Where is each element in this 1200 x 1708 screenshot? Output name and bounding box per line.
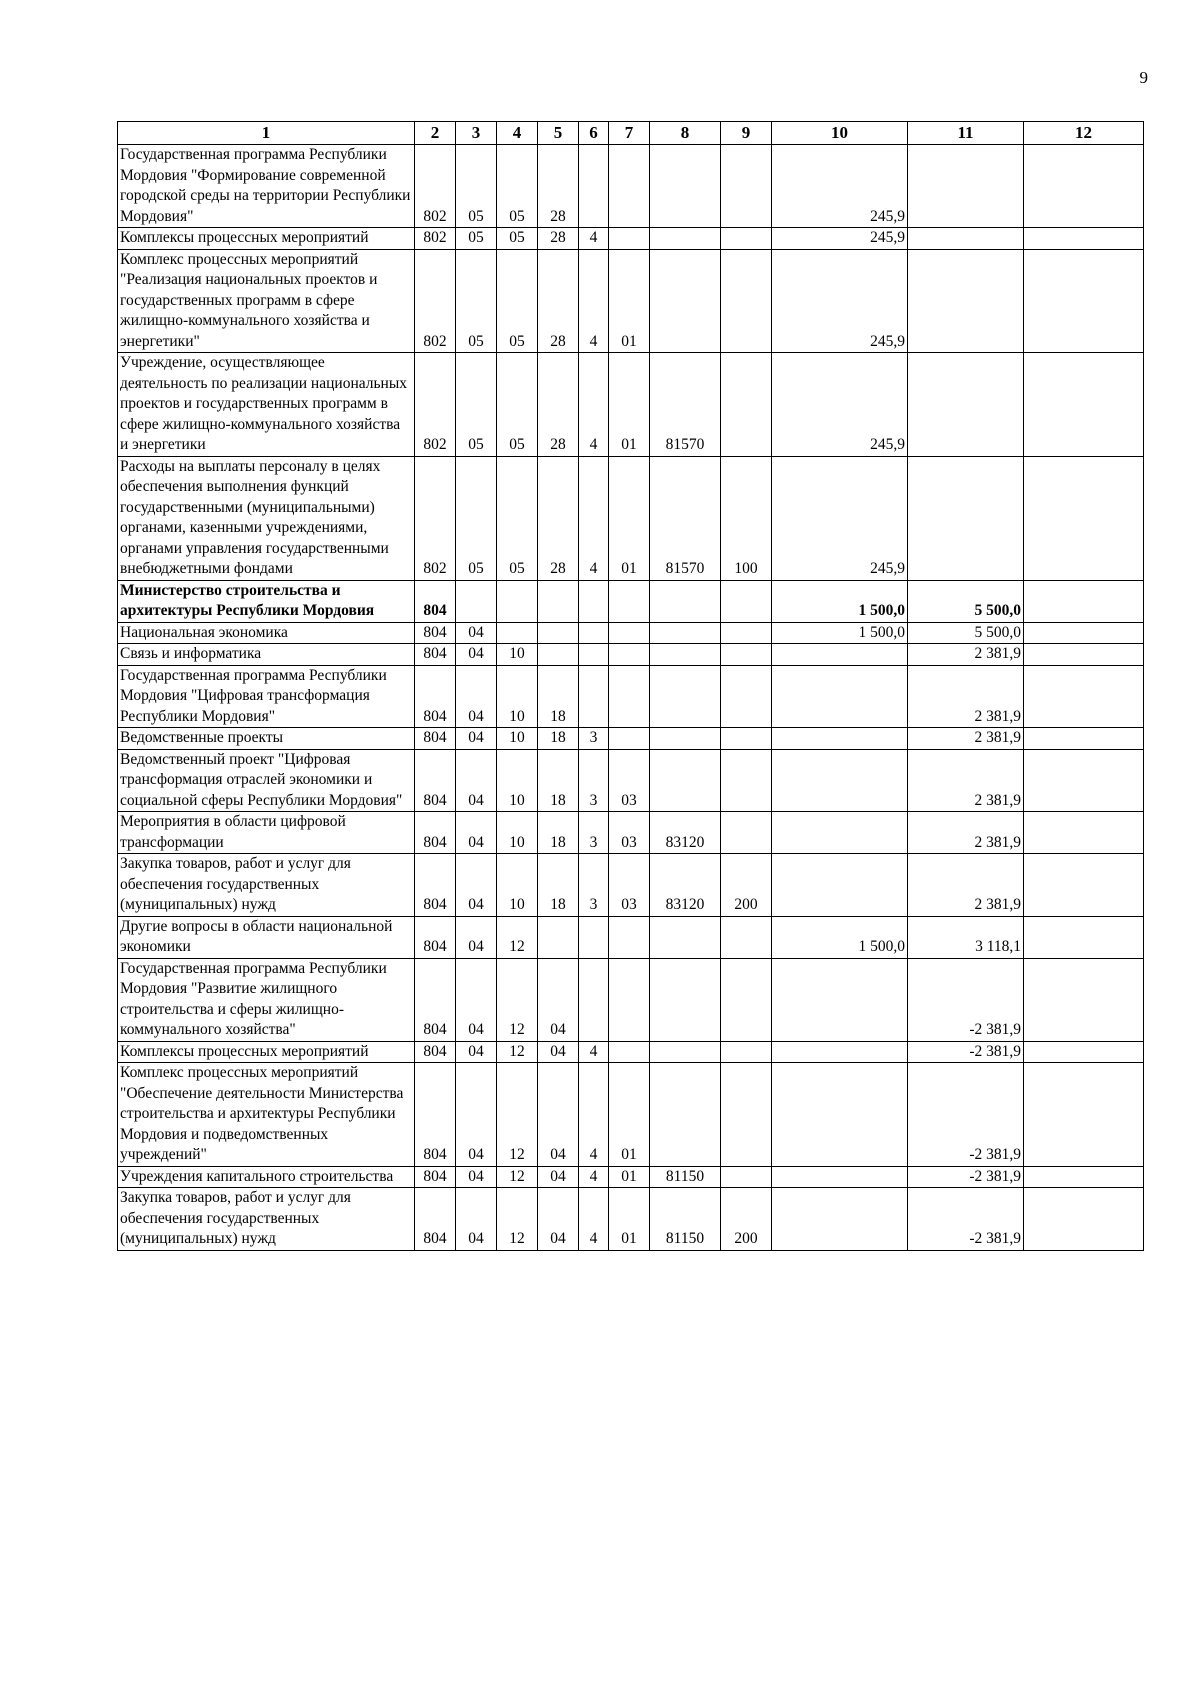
cell-col6: 4: [579, 228, 609, 250]
cell-col12: [1024, 622, 1144, 644]
cell-col7: [609, 665, 650, 728]
cell-col4: 10: [497, 854, 538, 917]
cell-col7: 03: [609, 812, 650, 854]
cell-col2: 804: [415, 916, 456, 958]
cell-col11: -2 381,9: [908, 958, 1024, 1041]
cell-col2: 802: [415, 456, 456, 580]
cell-col10: 245,9: [772, 456, 908, 580]
table-row: [118, 580, 1144, 622]
cell-col5: 28: [538, 228, 579, 250]
column-header: 5: [538, 122, 579, 145]
column-header: 11: [908, 122, 1024, 145]
cell-col5: 28: [538, 145, 579, 228]
cell-col11: 2 381,9: [908, 854, 1024, 917]
cell-col6: 4: [579, 353, 609, 457]
row-name: Расходы на выплаты персоналу в целях обеспечения выполнения функций государственными (муниципальными) органами, казенными учреждениями, органами управления государственными внебюджетными фондами: [118, 456, 415, 580]
row-name: Ведомственный проект "Цифровая трансформация отраслей экономики и социальной сферы Республики Мордовия": [118, 749, 415, 812]
cell-col5: 04: [538, 1188, 579, 1251]
cell-col6: 3: [579, 812, 609, 854]
cell-col4: 10: [497, 812, 538, 854]
cell-col4: 05: [497, 249, 538, 353]
cell-col4: 05: [497, 145, 538, 228]
cell-col4: 05: [497, 353, 538, 457]
row-name: Учреждение, осуществляющее деятельность по реализации национальных проектов и государственных программ в сфере жилищно-коммунального хозяйства и энергетики: [118, 353, 415, 457]
cell-col8: [650, 580, 721, 622]
cell-col7: 01: [609, 456, 650, 580]
row-name: Комплексы процессных мероприятий: [118, 1041, 415, 1063]
cell-col3: 04: [456, 958, 497, 1041]
cell-col6: 4: [579, 456, 609, 580]
table-row: [118, 644, 1144, 666]
cell-col12: [1024, 644, 1144, 666]
cell-col4: 05: [497, 228, 538, 250]
cell-col9: [721, 1063, 772, 1167]
cell-col5: 18: [538, 749, 579, 812]
cell-col3: 04: [456, 749, 497, 812]
cell-col10: [772, 728, 908, 750]
cell-col8: [650, 644, 721, 666]
cell-col9: [721, 145, 772, 228]
row-name: Государственная программа Республики Мордовия "Развитие жилищного строительства и сферы жилищно-коммунального хозяйства": [118, 958, 415, 1041]
column-header: 4: [497, 122, 538, 145]
cell-col3: 04: [456, 665, 497, 728]
cell-col5: 04: [538, 1166, 579, 1188]
cell-col11: 5 500,0: [908, 580, 1024, 622]
cell-col6: [579, 958, 609, 1041]
cell-col11: 2 381,9: [908, 644, 1024, 666]
cell-col2: 804: [415, 622, 456, 644]
cell-col4: [497, 622, 538, 644]
cell-col7: [609, 1041, 650, 1063]
table-body: [118, 145, 1144, 1251]
cell-col6: 4: [579, 1063, 609, 1167]
cell-col7: [609, 228, 650, 250]
cell-col2: 804: [415, 1063, 456, 1167]
cell-col2: 804: [415, 728, 456, 750]
cell-col5: 04: [538, 1063, 579, 1167]
cell-col9: [721, 1166, 772, 1188]
cell-col3: 05: [456, 249, 497, 353]
cell-col8: 83120: [650, 854, 721, 917]
cell-col9: [721, 665, 772, 728]
cell-col3: 05: [456, 145, 497, 228]
table-row: [118, 916, 1144, 958]
cell-col9: 100: [721, 456, 772, 580]
cell-col6: 3: [579, 854, 609, 917]
cell-col3: 04: [456, 1063, 497, 1167]
cell-col7: [609, 580, 650, 622]
cell-col8: [650, 665, 721, 728]
cell-col8: [650, 1063, 721, 1167]
cell-col10: 1 500,0: [772, 580, 908, 622]
cell-col8: [650, 228, 721, 250]
cell-col4: 10: [497, 728, 538, 750]
cell-col3: [456, 580, 497, 622]
cell-col7: 01: [609, 249, 650, 353]
cell-col5: 04: [538, 958, 579, 1041]
cell-col11: [908, 353, 1024, 457]
cell-col6: 3: [579, 728, 609, 750]
cell-col4: 12: [497, 916, 538, 958]
cell-col5: [538, 580, 579, 622]
cell-col9: [721, 812, 772, 854]
cell-col11: 2 381,9: [908, 812, 1024, 854]
cell-col2: 804: [415, 1041, 456, 1063]
cell-col2: 804: [415, 812, 456, 854]
cell-col6: [579, 580, 609, 622]
row-name: Министерство строительства и архитектуры Республики Мордовия: [118, 580, 415, 622]
cell-col11: [908, 249, 1024, 353]
cell-col4: 12: [497, 1166, 538, 1188]
cell-col12: [1024, 1166, 1144, 1188]
table-row: [118, 145, 1144, 228]
cell-col8: [650, 749, 721, 812]
cell-col5: 28: [538, 353, 579, 457]
cell-col11: 2 381,9: [908, 728, 1024, 750]
table-row: [118, 1041, 1144, 1063]
cell-col9: [721, 249, 772, 353]
cell-col11: [908, 456, 1024, 580]
cell-col3: 04: [456, 1188, 497, 1251]
column-header: 2: [415, 122, 456, 145]
cell-col12: [1024, 456, 1144, 580]
cell-col6: 4: [579, 1041, 609, 1063]
cell-col12: [1024, 1063, 1144, 1167]
cell-col11: -2 381,9: [908, 1063, 1024, 1167]
cell-col8: [650, 622, 721, 644]
cell-col7: 01: [609, 1188, 650, 1251]
header-row: [118, 122, 1144, 145]
cell-col7: 03: [609, 749, 650, 812]
table-row: [118, 728, 1144, 750]
table-row: [118, 1166, 1144, 1188]
cell-col3: 05: [456, 456, 497, 580]
cell-col5: 04: [538, 1041, 579, 1063]
cell-col10: [772, 749, 908, 812]
cell-col4: 10: [497, 665, 538, 728]
cell-col6: [579, 665, 609, 728]
cell-col4: 05: [497, 456, 538, 580]
cell-col9: [721, 916, 772, 958]
cell-col9: [721, 580, 772, 622]
cell-col6: 4: [579, 249, 609, 353]
cell-col9: [721, 958, 772, 1041]
cell-col11: -2 381,9: [908, 1188, 1024, 1251]
cell-col11: 2 381,9: [908, 665, 1024, 728]
cell-col9: [721, 622, 772, 644]
cell-col10: [772, 1166, 908, 1188]
cell-col10: 245,9: [772, 228, 908, 250]
cell-col11: -2 381,9: [908, 1166, 1024, 1188]
row-name: Комплексы процессных мероприятий: [118, 228, 415, 250]
cell-col2: 804: [415, 749, 456, 812]
cell-col3: 04: [456, 1041, 497, 1063]
cell-col9: [721, 353, 772, 457]
column-header: 10: [772, 122, 908, 145]
row-name: Закупка товаров, работ и услуг для обеспечения государственных (муниципальных) нужд: [118, 854, 415, 917]
cell-col5: 18: [538, 854, 579, 917]
cell-col11: [908, 228, 1024, 250]
cell-col2: 804: [415, 854, 456, 917]
cell-col8: [650, 916, 721, 958]
cell-col12: [1024, 916, 1144, 958]
cell-col12: [1024, 854, 1144, 917]
cell-col8: [650, 958, 721, 1041]
cell-col4: 12: [497, 1188, 538, 1251]
cell-col11: 3 118,1: [908, 916, 1024, 958]
cell-col2: 804: [415, 644, 456, 666]
row-name: Государственная программа Республики Мордовия "Цифровая трансформация Республики Мордовия": [118, 665, 415, 728]
cell-col6: 3: [579, 749, 609, 812]
cell-col2: 804: [415, 580, 456, 622]
cell-col9: [721, 644, 772, 666]
cell-col8: [650, 249, 721, 353]
cell-col10: 1 500,0: [772, 916, 908, 958]
cell-col5: 18: [538, 728, 579, 750]
cell-col3: 04: [456, 728, 497, 750]
cell-col10: 245,9: [772, 145, 908, 228]
cell-col2: 802: [415, 145, 456, 228]
row-name: Комплекс процессных мероприятий "Обеспечение деятельности Министерства строительства и архитектуры Республики Мордовия и подведомственных учреждений": [118, 1063, 415, 1167]
cell-col8: 81570: [650, 353, 721, 457]
row-name: Комплекс процессных мероприятий "Реализация национальных проектов и государственных программ в сфере жилищно-коммунального хозяйства и энергетики": [118, 249, 415, 353]
cell-col3: 04: [456, 1166, 497, 1188]
cell-col10: 1 500,0: [772, 622, 908, 644]
cell-col3: 04: [456, 916, 497, 958]
table-row: [118, 665, 1144, 728]
cell-col2: 804: [415, 958, 456, 1041]
cell-col5: 28: [538, 249, 579, 353]
column-header: 6: [579, 122, 609, 145]
cell-col10: [772, 1041, 908, 1063]
cell-col2: 804: [415, 665, 456, 728]
column-header: 12: [1024, 122, 1144, 145]
cell-col11: 5 500,0: [908, 622, 1024, 644]
table-row: [118, 228, 1144, 250]
cell-col12: [1024, 353, 1144, 457]
cell-col8: [650, 1041, 721, 1063]
cell-col7: 01: [609, 1063, 650, 1167]
row-name: Национальная экономика: [118, 622, 415, 644]
cell-col10: [772, 644, 908, 666]
cell-col11: 2 381,9: [908, 749, 1024, 812]
cell-col4: 12: [497, 1041, 538, 1063]
column-header: 7: [609, 122, 650, 145]
table-row: [118, 812, 1144, 854]
table-row: [118, 456, 1144, 580]
cell-col7: [609, 916, 650, 958]
cell-col2: 802: [415, 249, 456, 353]
cell-col10: [772, 812, 908, 854]
cell-col6: [579, 916, 609, 958]
table-row: [118, 854, 1144, 917]
cell-col12: [1024, 228, 1144, 250]
cell-col12: [1024, 580, 1144, 622]
cell-col9: [721, 728, 772, 750]
cell-col12: [1024, 812, 1144, 854]
cell-col6: [579, 145, 609, 228]
cell-col4: 10: [497, 644, 538, 666]
cell-col10: [772, 1188, 908, 1251]
cell-col7: 03: [609, 854, 650, 917]
cell-col5: [538, 916, 579, 958]
cell-col12: [1024, 1041, 1144, 1063]
cell-col10: 245,9: [772, 353, 908, 457]
cell-col10: [772, 665, 908, 728]
cell-col6: [579, 622, 609, 644]
cell-col7: 01: [609, 1166, 650, 1188]
cell-col5: 28: [538, 456, 579, 580]
cell-col5: [538, 622, 579, 644]
cell-col4: 12: [497, 958, 538, 1041]
row-name: Государственная программа Республики Мордовия "Формирование современной городской среды на территории Республики Мордовия": [118, 145, 415, 228]
cell-col12: [1024, 665, 1144, 728]
cell-col4: 10: [497, 749, 538, 812]
column-header: 1: [118, 122, 415, 145]
cell-col7: [609, 622, 650, 644]
cell-col3: 05: [456, 353, 497, 457]
row-name: Другие вопросы в области национальной экономики: [118, 916, 415, 958]
cell-col2: 804: [415, 1166, 456, 1188]
cell-col7: [609, 958, 650, 1041]
column-header: 8: [650, 122, 721, 145]
row-name: Закупка товаров, работ и услуг для обеспечения государственных (муниципальных) нужд: [118, 1188, 415, 1251]
cell-col6: 4: [579, 1188, 609, 1251]
cell-col2: 802: [415, 228, 456, 250]
page-number: 9: [1139, 68, 1148, 87]
table-row: [118, 249, 1144, 353]
cell-col9: [721, 228, 772, 250]
row-name: Ведомственные проекты: [118, 728, 415, 750]
cell-col4: 12: [497, 1063, 538, 1167]
cell-col10: [772, 1063, 908, 1167]
row-name: Связь и информатика: [118, 644, 415, 666]
cell-col12: [1024, 1188, 1144, 1251]
cell-col6: [579, 644, 609, 666]
table-row: [118, 1188, 1144, 1251]
cell-col10: 245,9: [772, 249, 908, 353]
cell-col10: [772, 854, 908, 917]
cell-col12: [1024, 958, 1144, 1041]
table-row: [118, 749, 1144, 812]
cell-col7: 01: [609, 353, 650, 457]
cell-col8: [650, 728, 721, 750]
cell-col8: [650, 145, 721, 228]
cell-col3: 04: [456, 854, 497, 917]
cell-col3: 05: [456, 228, 497, 250]
cell-col3: 04: [456, 812, 497, 854]
table-row: [118, 622, 1144, 644]
cell-col5: 18: [538, 665, 579, 728]
cell-col9: 200: [721, 854, 772, 917]
cell-col3: 04: [456, 644, 497, 666]
cell-col11: -2 381,9: [908, 1041, 1024, 1063]
table-row: [118, 1063, 1144, 1167]
cell-col12: [1024, 249, 1144, 353]
cell-col4: [497, 580, 538, 622]
cell-col6: 4: [579, 1166, 609, 1188]
cell-col7: [609, 644, 650, 666]
cell-col8: 81570: [650, 456, 721, 580]
table-row: [118, 958, 1144, 1041]
cell-col8: 81150: [650, 1188, 721, 1251]
cell-col2: 802: [415, 353, 456, 457]
row-name: Учреждения капитального строительства: [118, 1166, 415, 1188]
cell-col12: [1024, 145, 1144, 228]
column-header: 9: [721, 122, 772, 145]
cell-col3: 04: [456, 622, 497, 644]
cell-col2: 804: [415, 1188, 456, 1251]
table-row: [118, 353, 1144, 457]
budget-table: [117, 121, 1144, 1251]
column-header: 3: [456, 122, 497, 145]
cell-col5: [538, 644, 579, 666]
cell-col7: [609, 728, 650, 750]
cell-col12: [1024, 728, 1144, 750]
cell-col11: [908, 145, 1024, 228]
cell-col8: 83120: [650, 812, 721, 854]
cell-col7: [609, 145, 650, 228]
cell-col8: 81150: [650, 1166, 721, 1188]
cell-col9: 200: [721, 1188, 772, 1251]
cell-col9: [721, 749, 772, 812]
cell-col5: 18: [538, 812, 579, 854]
row-name: Мероприятия в области цифровой трансформации: [118, 812, 415, 854]
cell-col10: [772, 958, 908, 1041]
cell-col9: [721, 1041, 772, 1063]
cell-col12: [1024, 749, 1144, 812]
